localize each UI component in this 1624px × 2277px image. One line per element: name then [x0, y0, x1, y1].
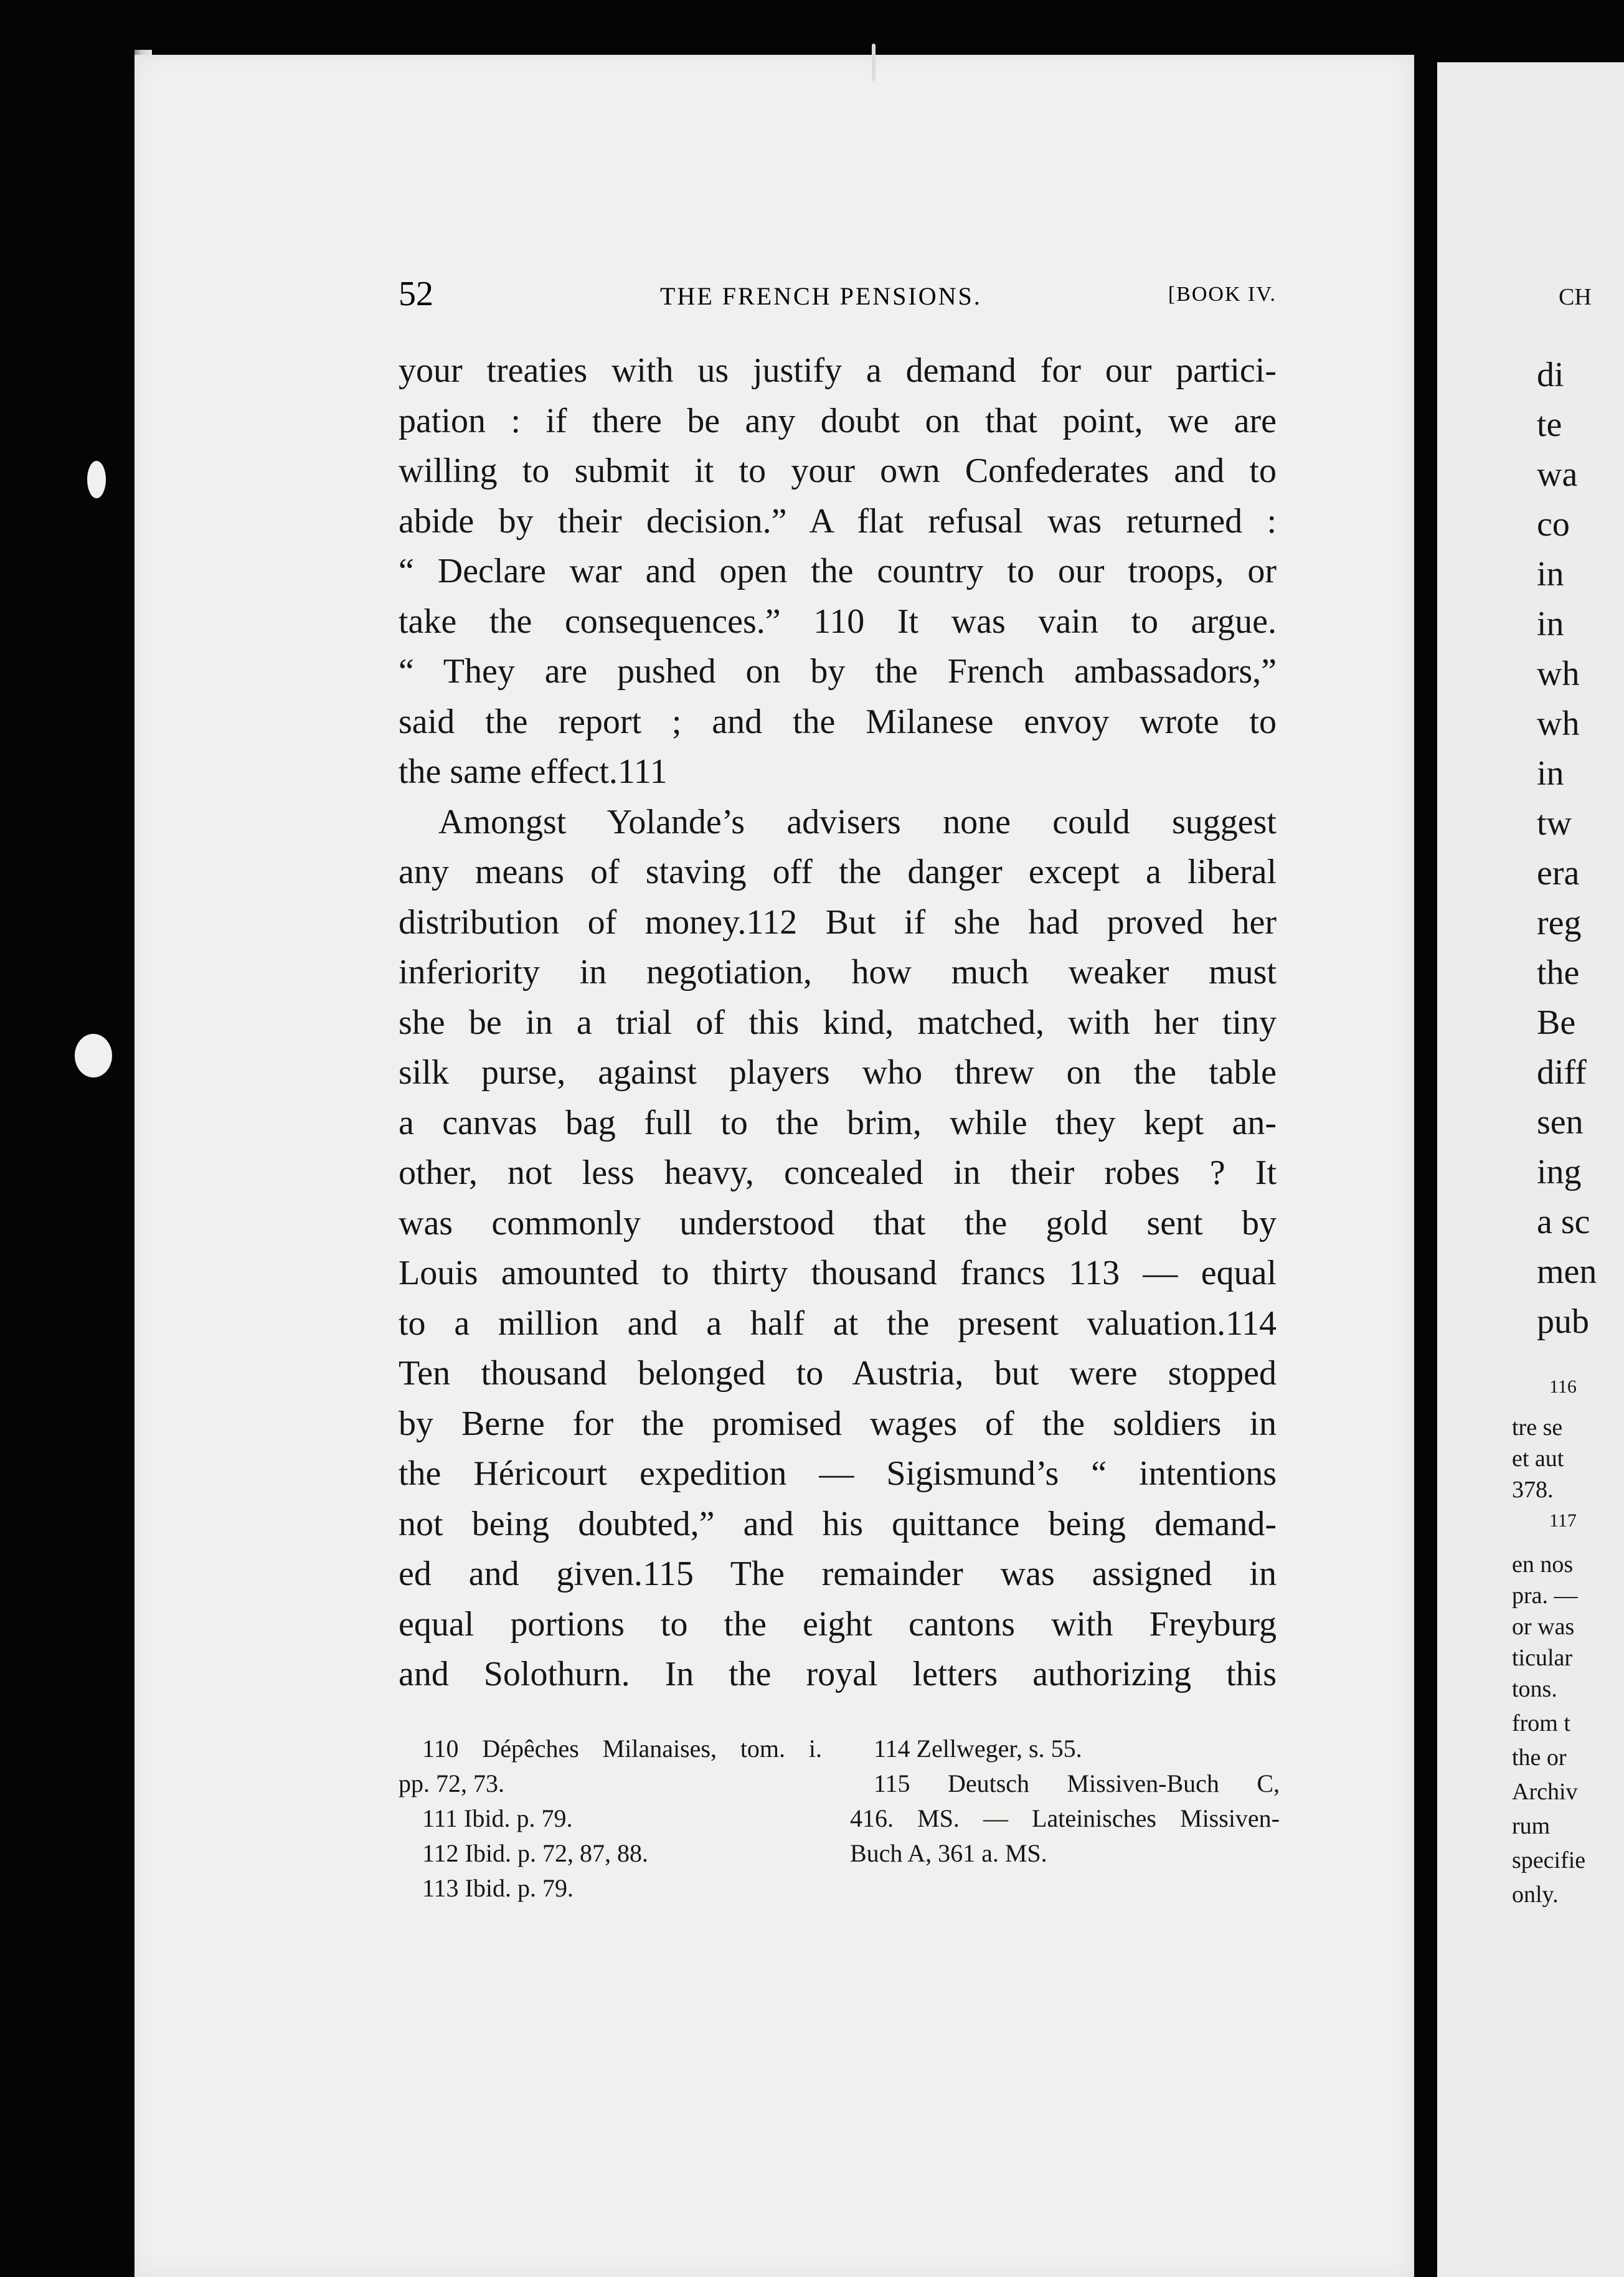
scan-speck — [87, 461, 106, 498]
body-line: Amongst Yolande’s advisers none could suggest — [438, 802, 1277, 841]
footnote: 112 Ibid. p. 72, 87, 88. — [422, 1839, 648, 1867]
body-line: equal portions to the eight cantons with Freyburg — [399, 1604, 1277, 1644]
body-line: distribution of money.112 But if she had proved her — [399, 902, 1277, 942]
book-label: [BOOK IV. — [1168, 283, 1277, 306]
facing-line-fragment: sen — [1537, 1103, 1584, 1142]
body-text — [399, 346, 1277, 1700]
body-line: to a million and a half at the present valuation.114 — [399, 1304, 1277, 1343]
facing-line-fragment: men — [1537, 1252, 1597, 1291]
footnote: 115 Deutsch Missiven-Buch C, — [874, 1769, 1280, 1797]
facing-line-fragment: co — [1537, 505, 1570, 544]
facing-line-fragment: in — [1537, 754, 1564, 793]
facing-line-fragment: a sc — [1537, 1203, 1590, 1241]
facing-note-fragment: 117 — [1549, 1510, 1577, 1531]
body-line: take the consequences.” 110 It was vain to argue. — [399, 602, 1277, 641]
facing-note-fragment: tons. — [1512, 1676, 1557, 1702]
facing-note-fragment: or was — [1512, 1614, 1575, 1640]
body-line: Ten thousand belonged to Austria, but were stopped — [399, 1354, 1277, 1393]
facing-note-fragment: rum — [1512, 1813, 1551, 1839]
body-line: any means of staving off the danger except a liberal — [399, 853, 1277, 891]
facing-line-fragment: the — [1537, 954, 1580, 992]
facing-line-fragment: wh — [1537, 655, 1580, 693]
facing-page — [1437, 62, 1624, 2277]
body-line: pation : if there be any doubt on that point, we are — [399, 401, 1277, 440]
facing-line-fragment: wa — [1537, 455, 1578, 494]
facing-line-fragment: tw — [1537, 804, 1572, 843]
footnote: 416. MS. — Lateinisches Missiven- — [850, 1804, 1280, 1832]
body-line: by Berne for the promised wages of the soldiers in — [399, 1404, 1277, 1443]
body-line: said the report ; and the Milanese envoy wrote to — [399, 702, 1277, 741]
body-line: a canvas bag full to the brim, while they kept an- — [399, 1103, 1277, 1142]
facing-line-fragment: era — [1537, 854, 1580, 892]
footnote: 114 Zellweger, s. 55. — [874, 1735, 1082, 1763]
scan-speck — [872, 44, 876, 81]
footnotes-left — [399, 1731, 822, 1906]
facing-note-fragment: only. — [1512, 1882, 1559, 1908]
facing-line-fragment: diff — [1537, 1053, 1587, 1092]
body-line: she be in a trial of this kind, matched, with her tiny — [399, 1003, 1277, 1042]
body-line: other, not less heavy, concealed in their robes ? It — [399, 1153, 1277, 1192]
scan-speck — [75, 1034, 112, 1077]
facing-note-fragment: the or — [1512, 1744, 1567, 1771]
body-line: not being doubted,” and his quittance being demand- — [399, 1504, 1277, 1543]
body-line: Louis amounted to thirty thousand francs 113 — equal — [399, 1254, 1277, 1292]
body-line: “ They are pushed on by the French ambassadors,” — [399, 652, 1277, 691]
footnote: 110 Dépêches Milanaises, tom. i. — [422, 1735, 822, 1763]
body-line: abide by their decision.” A flat refusal was returned : — [399, 501, 1277, 541]
facing-note-fragment: en nos — [1512, 1551, 1574, 1578]
body-line: willing to submit it to your own Confederates and to — [399, 452, 1277, 490]
facing-note-fragment: specifie — [1512, 1847, 1586, 1873]
footnote: 113 Ibid. p. 79. — [422, 1874, 574, 1902]
facing-line-fragment: Be — [1537, 1003, 1576, 1042]
facing-line-fragment: ing — [1537, 1153, 1582, 1191]
body-line: your treaties with us justify a demand for our partici- — [399, 351, 1277, 390]
body-line: the same effect.111 — [399, 752, 668, 791]
facing-line-fragment: reg — [1537, 904, 1582, 942]
facing-note-fragment: 116 — [1549, 1376, 1577, 1397]
footnote: Buch A, 361 a. MS. — [850, 1839, 1047, 1867]
body-line: inferiority in negotiation, how much weaker must — [399, 953, 1277, 992]
running-title: THE FRENCH PENSIONS. — [660, 282, 982, 310]
body-line: ed and given.115 The remainder was assigned in — [399, 1555, 1277, 1593]
facing-line-fragment: in — [1537, 555, 1564, 594]
facing-header-fragment: CH — [1559, 284, 1592, 310]
facing-note-fragment: 378. — [1512, 1477, 1554, 1503]
body-line: silk purse, against players who threw on the table — [399, 1053, 1277, 1092]
body-line: the Héricourt expedition — Sigismund’s “ intentions — [399, 1454, 1277, 1493]
facing-note-fragment: Archiv — [1512, 1779, 1578, 1805]
facing-note-fragment: ticular — [1512, 1645, 1573, 1671]
facing-note-fragment: pra. — — [1512, 1583, 1578, 1609]
footnote: pp. 72, 73. — [399, 1769, 504, 1797]
body-line: “ Declare war and open the country to our troops, or — [399, 552, 1277, 590]
page-number: 52 — [399, 275, 433, 313]
footnotes-right — [850, 1731, 1280, 1871]
facing-line-fragment: wh — [1537, 704, 1580, 743]
facing-line-fragment: in — [1537, 605, 1564, 643]
body-line: and Solothurn. In the royal letters authorizing this — [399, 1655, 1277, 1693]
facing-note-fragment: from t — [1512, 1710, 1570, 1736]
facing-line-fragment: pub — [1537, 1302, 1589, 1341]
footnote: 111 Ibid. p. 79. — [422, 1804, 573, 1832]
page-header — [399, 274, 1277, 318]
facing-line-fragment: di — [1537, 356, 1564, 394]
facing-line-fragment: te — [1537, 405, 1562, 444]
facing-note-fragment: tre se — [1512, 1414, 1563, 1441]
facing-note-fragment: et aut — [1512, 1446, 1564, 1472]
body-line: was commonly understood that the gold sent by — [399, 1203, 1277, 1243]
